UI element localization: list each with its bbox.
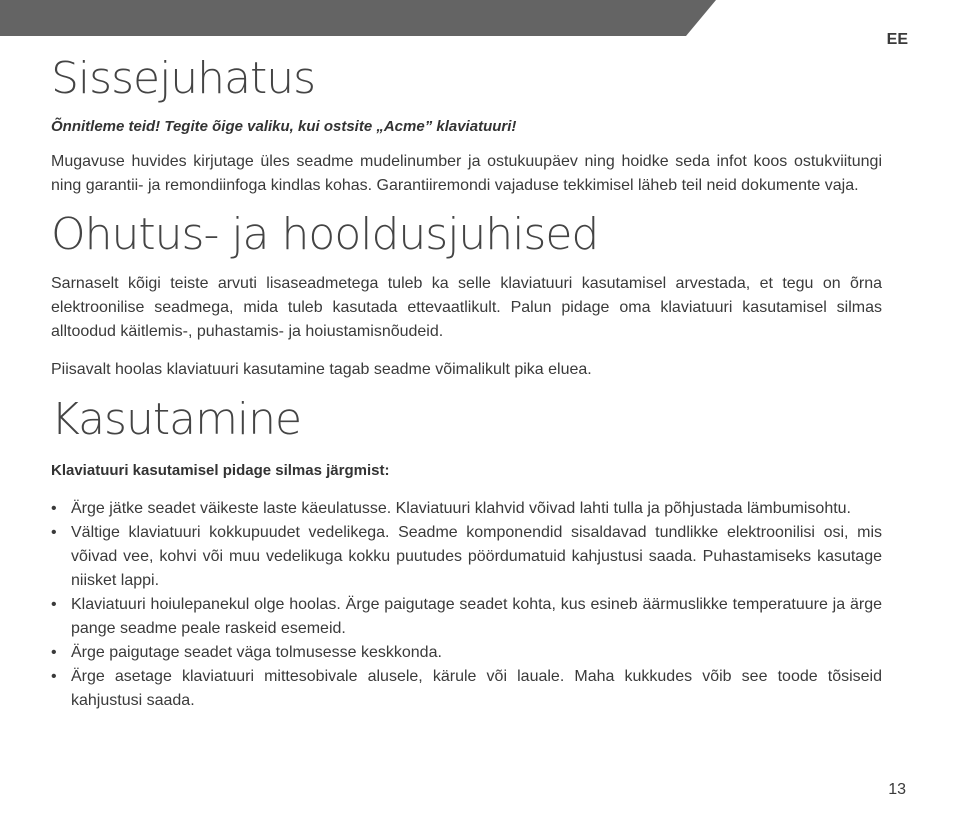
bullet-icon: • [51,596,57,613]
list-item-text: Ärge jätke seadet väikeste laste käeulatusse. Klaviatuuri klahvid võivad lahti tulla ja põhjustada lämbumisohtu. [71,500,851,517]
bullet-icon: • [51,524,57,541]
list-item [51,593,882,641]
list-item-text: Ärge paigutage seadet väga tolmusesse keskkonda. [71,644,442,661]
section-title-intro: Sissejuhatus [51,53,316,104]
safety-paragraph-1: Sarnaselt kõigi teiste arvuti lisaseadmetega tuleb ka selle klaviatuuri kasutamisel arvestada, et tegu on õrna elektroonilise seadmega, mida tuleb kasutada ettevaatlikult. Palun pidage oma klaviatuuri kasutamisel silmas alltoodud käitlemis-, puhastamis- ja hoiustamisnõudeid. [51,275,882,340]
bullet-icon: • [51,668,57,685]
list-item-text: Ärge asetage klaviatuuri mittesobivale alusele, kärule või lauale. Maha kukkudes võib see toode tõsiseid kahjustusi saada. [71,668,882,709]
bullet-icon: • [51,500,57,517]
list-item [51,665,882,713]
language-code: EE [886,31,908,48]
header-bar-shape [0,0,716,36]
section-title-usage: Kasutamine [51,394,302,445]
intro-paragraph: Mugavuse huvides kirjutage üles seadme mudelinumber ja ostukuupäev ning hoidke seda infot koos ostukviitungi ning garantii- ja remondiinfoga kindlas kohas. Garantiiremondi vajaduse tekkimisel läheb teil neid dokumente vaja. [51,153,882,194]
intro-tagline: Õnnitleme teid! Tegite õige valiku, kui ostsite „Acme” klaviatuuri! [51,118,517,135]
list-item-text: Vältige klaviatuuri kokkupuudet vedelikega. Seadme komponendid sisaldavad tundlikke elektroonilisi osi, mis võivad vee, kohvi või muu vedelikuga kokku puutudes pöördumatuid kahjustusi saada. Puhastamiseks kasutage niisket lappi. [71,524,882,589]
usage-list [51,497,882,713]
page-number: 13 [888,781,906,798]
list-item-text: Klaviatuuri hoiulepanekul olge hoolas. Ärge paigutage seadet kohta, kus esineb äärmuslikke temperatuure ja ärge pange seadme peale raskeid esemeid. [71,596,882,637]
safety-paragraph-2: Piisavalt hoolas klaviatuuri kasutamine tagab seadme võimalikult pika eluea. [51,361,592,378]
list-item [51,641,882,665]
page-content [51,50,882,713]
list-item [51,521,882,593]
list-item [51,497,882,521]
bullet-icon: • [51,644,57,661]
usage-lead: Klaviatuuri kasutamisel pidage silmas järgmist: [51,462,390,479]
section-title-safety: Ohutus- ja hooldusjuhised [51,209,599,260]
header-bar [0,0,954,36]
